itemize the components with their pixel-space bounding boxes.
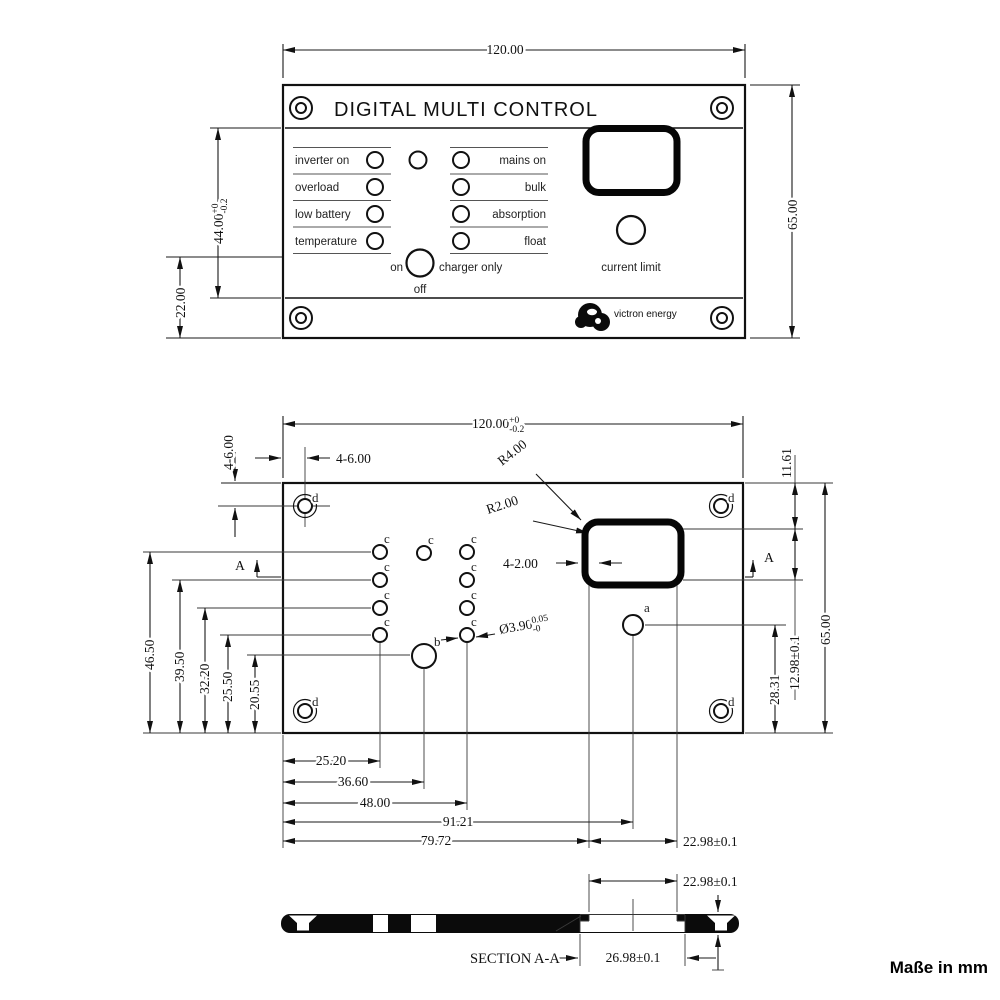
switch-on-label: on — [390, 262, 403, 274]
dim-x-c-right-label: 48.00 — [359, 795, 391, 810]
dim-cutout-w-label: 22.98±0.1 — [683, 834, 738, 849]
hole-c — [373, 628, 387, 642]
section-title: SECTION A-A — [470, 951, 560, 967]
dim-c4-label: 25.50 — [220, 671, 235, 702]
hole-d-label: d — [312, 694, 319, 709]
hole-c-label: c — [384, 614, 390, 629]
screw-icon — [711, 97, 733, 119]
hole-c — [460, 545, 474, 559]
current-limit-knob — [617, 216, 645, 244]
dim-x-c-left-label: 25.20 — [315, 753, 347, 768]
section-dim-top-label: 22.98±0.1 — [683, 874, 738, 889]
front-dim-height-label: 65.00 — [785, 199, 800, 230]
section-marker-label: A — [235, 558, 245, 573]
current-limit-label: current limit — [601, 262, 661, 274]
switch-charger-label: charger only — [439, 262, 503, 274]
section-recess — [580, 921, 685, 933]
hole-d-label: d — [312, 490, 319, 505]
rear-dim-hole-v-label: 4-6.00 — [221, 435, 236, 470]
front-dim-height — [750, 85, 800, 338]
switch-knob — [407, 250, 434, 277]
section-marker-left — [235, 558, 281, 577]
dim-a-bottom-label: 28.31 — [767, 674, 782, 705]
rear-dim-width-label: $120.00^{+0}$ -0.2 — [472, 416, 525, 435]
led-icon — [453, 152, 469, 168]
switch-off-label: off — [413, 284, 427, 296]
led-icon — [453, 206, 469, 222]
section-bar — [281, 899, 739, 933]
rear-dim-hole-h-label: 4-6.00 — [336, 451, 371, 466]
led-icon-center — [410, 152, 427, 169]
hole-c-label: c — [384, 559, 390, 574]
hole-c — [460, 573, 474, 587]
dim-x-a-label: 91.21 — [442, 814, 474, 829]
dim-c3-label: 32.20 — [197, 663, 212, 694]
dim-b-label: 20.55 — [247, 679, 262, 710]
screw-icon — [290, 97, 312, 119]
hole-a-label: a — [644, 600, 650, 615]
front-dim-top — [210, 128, 281, 298]
hole-c — [373, 573, 387, 587]
hole-c — [460, 628, 474, 642]
screw-icon — [290, 307, 312, 329]
hole-c-label: c — [384, 531, 390, 546]
led-icon — [453, 233, 469, 249]
hole-d-label: d — [728, 490, 735, 505]
front-dim-width — [283, 42, 745, 78]
led-label-overload: overload — [295, 182, 340, 194]
section-view — [281, 874, 739, 970]
rear-dim-height-label: 65.00 — [818, 614, 833, 645]
front-dim-bottom-label: 22.00 — [173, 287, 188, 318]
section-slot — [373, 915, 388, 932]
led-icon — [367, 152, 383, 168]
front-led-block-left — [293, 148, 391, 254]
section-dim-top — [589, 874, 738, 912]
hole-d-label: d — [728, 694, 735, 709]
hole-a — [623, 615, 643, 635]
hole-c-label: c — [471, 587, 477, 602]
brand-name: victron energy — [614, 309, 677, 320]
radius-inner-label: R2.00 — [484, 492, 520, 517]
cutout-corner-label: 4-2.00 — [503, 556, 538, 571]
front-view — [166, 42, 800, 338]
led-label-low-battery: low battery — [295, 209, 351, 221]
section-dim-bottom — [470, 934, 716, 967]
dim-c1-label: 46.50 — [142, 639, 157, 670]
hole-dia-label: $Ø3.90^{0.05}-0$ — [497, 613, 549, 637]
front-panel-title: DIGITAL MULTI CONTROL — [334, 99, 598, 121]
front-dim-top-label: $44.00^{+0}-0.2$ — [211, 198, 230, 244]
led-label-mains-on: mains on — [499, 155, 546, 167]
hole-c — [373, 601, 387, 615]
rear-view — [142, 416, 833, 849]
hole-b-label: b — [434, 634, 441, 649]
led-label-bulk: bulk — [524, 182, 546, 194]
hole-b — [412, 644, 436, 668]
front-dim-width-label: 120.00 — [486, 42, 524, 57]
hole-c — [373, 545, 387, 559]
led-label-inverter-on: inverter on — [295, 155, 350, 167]
units-note: Maße in mm — [889, 958, 988, 977]
hole-c — [417, 546, 431, 560]
section-marker-label: A — [764, 550, 774, 565]
hole-c-label: c — [384, 587, 390, 602]
dim-x-b-label: 36.60 — [337, 774, 369, 789]
hole-c-label: c — [471, 559, 477, 574]
led-label-float: float — [524, 236, 546, 248]
section-marker-right — [745, 550, 774, 577]
rear-dim-hole-offset-h — [255, 451, 371, 466]
led-icon — [453, 179, 469, 195]
screw-icon — [711, 307, 733, 329]
led-label-absorption: absorption — [492, 209, 546, 221]
dim-c2-label: 39.50 — [172, 651, 187, 682]
radius-outer-label: R4.00 — [494, 436, 530, 469]
rear-dim-hole-offset-v — [221, 435, 281, 537]
led-icon — [367, 206, 383, 222]
hole-c-label: c — [428, 532, 434, 547]
dim-top-to-cutout-label: 11.61 — [779, 448, 794, 478]
dim-cutout-h-label: 12.98±0.1 — [787, 635, 802, 690]
hole-c — [460, 601, 474, 615]
hole-c-label: c — [471, 531, 477, 546]
hole-c-label: c — [471, 614, 477, 629]
led-icon — [367, 233, 383, 249]
dim-x-cutout-label: 79.72 — [420, 833, 452, 848]
section-slot — [411, 915, 436, 932]
led-label-temperature: temperature — [295, 236, 358, 248]
section-dim-bottom-label: 26.98±0.1 — [605, 950, 661, 965]
led-icon — [367, 179, 383, 195]
